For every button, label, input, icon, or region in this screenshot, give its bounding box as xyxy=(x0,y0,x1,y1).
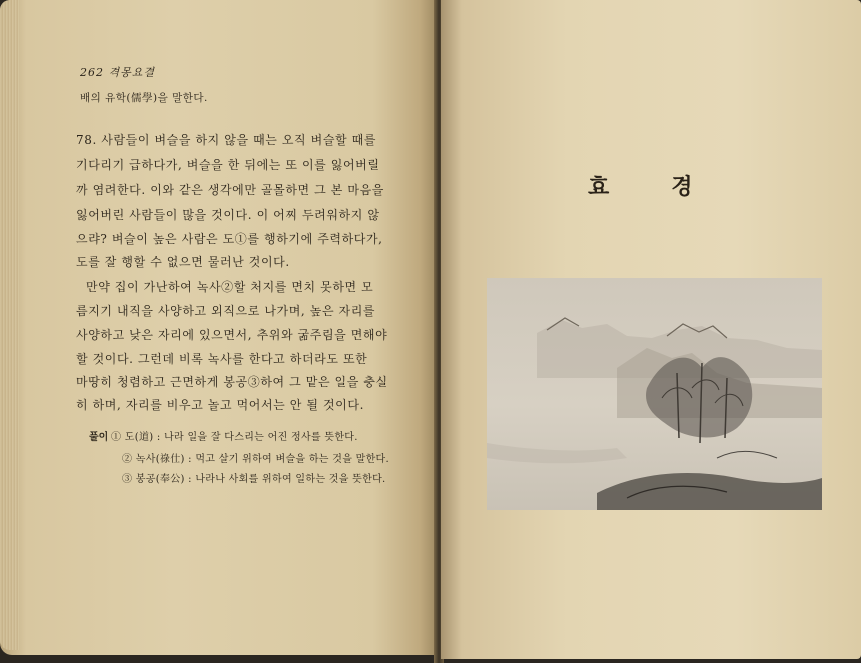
running-header: 262 격몽요결 xyxy=(80,66,155,79)
note-item: ① 도(道) : 나라 일을 잘 다스리는 어진 정사를 뜻한다. xyxy=(111,432,358,443)
note-item: ③ 봉공(奉公) : 나라나 사회를 위하여 일하는 것을 뜻한다. xyxy=(122,474,386,485)
notes-label: 풀이 xyxy=(89,432,109,443)
carry-over-line: 배의 유학(儒學)을 말한다. xyxy=(80,92,208,104)
section-title: 효경 xyxy=(588,174,755,200)
paragraph-line: 78. 사람들이 벼슬을 하지 않을 때는 오직 벼슬할 때를 xyxy=(76,133,377,147)
paragraph-line: 마땅히 청렴하고 근면하게 봉공③하여 그 맡은 일을 충실 xyxy=(76,375,388,389)
paragraph-line: 할 것이다. 그런데 비록 녹사를 한다고 하더라도 또한 xyxy=(76,352,368,366)
note-item: ② 녹사(祿仕) : 먹고 살기 위하여 벼슬을 하는 것을 말한다. xyxy=(122,454,389,465)
paragraph-line: 름지기 내직을 사양하고 외직으로 나가며, 높은 자리를 xyxy=(76,304,376,318)
paragraph-line: 기다리기 급하다가, 벼슬을 한 뒤에는 또 이를 잃어버릴 xyxy=(76,158,380,172)
paragraph-line: 잃어버린 사람들이 많을 것이다. 이 어찌 두려워하지 않 xyxy=(76,208,380,222)
paragraph-line: 도를 잘 행할 수 없으면 물러난 것이다. xyxy=(76,255,290,269)
paragraph-line: 까 염려한다. 이와 같은 생각에만 골몰하면 그 본 마음을 xyxy=(76,183,384,197)
paragraph-line: 으랴? 벼슬이 높은 사람은 도①를 행하기에 주력하다가, xyxy=(76,232,383,246)
paragraph-line: 히 하며, 자리를 비우고 놀고 먹어서는 안 될 것이다. xyxy=(76,398,364,412)
paragraph-line: 만약 집이 가난하여 녹사②할 처지를 면치 못하면 모 xyxy=(86,280,374,294)
landscape-illustration xyxy=(487,278,822,510)
page-edges xyxy=(0,0,20,650)
paragraph-line: 사양하고 낮은 자리에 있으면서, 추위와 굶주림을 면해야 xyxy=(76,328,388,342)
ink-landscape-painting xyxy=(487,278,822,510)
